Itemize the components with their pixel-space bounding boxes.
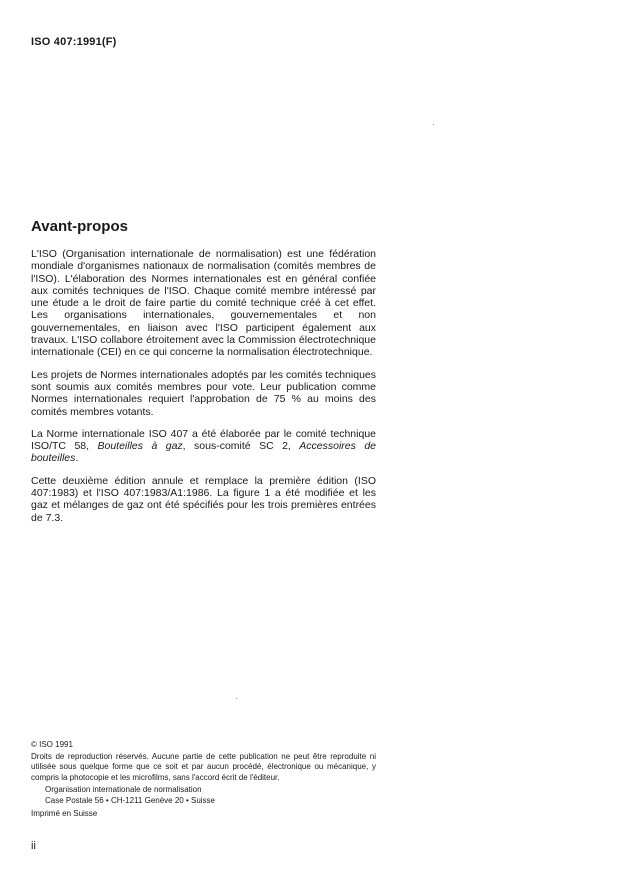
organisation-name: Organisation internationale de normalisation <box>45 785 202 794</box>
scan-speck <box>236 698 237 699</box>
organisation-address: Case Postale 56 • CH-1211 Genève 20 • Suisse <box>45 795 215 805</box>
paragraph-voting: Les projets de Normes internationales adoptés par les comités techniques sont soumis aux comités membres pour vote. Leur publication comme Normes internationales requiert l'approbation de 75 % au moins des comités membres votants. <box>31 368 376 418</box>
page-number: ii <box>31 840 36 852</box>
document-code-header: ISO 407:1991(F) <box>31 36 117 48</box>
copyright-block <box>31 740 376 820</box>
subcommittee-name: Accessoires de bouteilles <box>31 440 377 465</box>
scan-speck <box>433 124 434 125</box>
foreword-body <box>31 248 376 534</box>
printed-in: Imprimé en Suisse <box>31 809 98 818</box>
paragraph-edition: Cette deuxième édition annule et remplace la première édition (ISO 407:1983) et l'ISO 407:1983/A1:1986. La figure 1 a été modifiée et les gaz et mélanges de gaz ont été spécifiés pour les trois premières entrées de 7.3. <box>31 474 376 524</box>
rights-notice: Droits de reproduction réservés. Aucune partie de cette publication ne peut être reproduite ni utilisée sous quelque forme que ce soit et par aucun procédé, électronique ou mécanique, y compris la photocopie et les microfilms, sans l'accord écrit de l'éditeur. <box>31 751 376 782</box>
committee-name: Bouteilles à gaz <box>97 440 183 453</box>
committee-text-start: La Norme internationale ISO 407 a été élaborée par le comité technique ISO/TC 58, <box>31 427 376 453</box>
paragraph-iso-description: L'ISO (Organisation internationale de normalisation) est une fédération mondiale d'organismes nationaux de normalisation (comités membres de l'ISO). L'élaboration des Normes internationales est en général confiée aux comités techniques de l'ISO. Chaque comité membre intéressé par une étude a le droit de faire partie du comité technique créé à cet effet. Les organisations internationales, gouvernementales et non gouvernementales, en liaison avec l'ISO participent également aux travaux. L'ISO collabore étroitement avec la Commission électrotechnique internationale (CEI) en ce qui concerne la normalisation électrotechnique. <box>31 248 376 359</box>
paragraph-committee <box>31 428 376 465</box>
copyright-line: © ISO 1991 <box>31 740 73 749</box>
section-title: Avant-propos <box>31 218 128 235</box>
committee-text-mid: , sous-comité SC 2, <box>182 440 300 453</box>
committee-text-end: . <box>75 452 79 465</box>
